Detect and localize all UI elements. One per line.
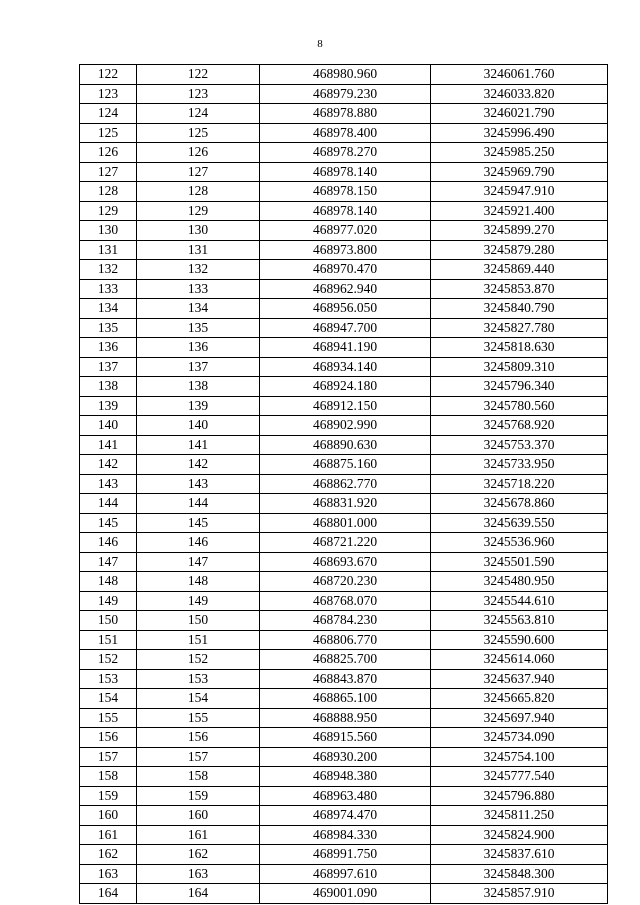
y-coordinate-cell: 3245837.610 [431, 845, 608, 865]
y-coordinate-cell: 3245827.780 [431, 318, 608, 338]
table-row [80, 689, 608, 709]
point-id-cell: 126 [137, 143, 260, 163]
x-coordinate-cell: 468956.050 [260, 299, 431, 319]
table-row [80, 825, 608, 845]
x-coordinate-cell: 468979.230 [260, 84, 431, 104]
x-coordinate-cell: 468980.960 [260, 65, 431, 85]
point-number-cell: 157 [80, 747, 137, 767]
x-coordinate-cell: 468924.180 [260, 377, 431, 397]
y-coordinate-cell: 3245563.810 [431, 611, 608, 631]
table-row [80, 767, 608, 787]
x-coordinate-cell: 468978.140 [260, 162, 431, 182]
point-id-cell: 160 [137, 806, 260, 826]
x-coordinate-cell: 468801.000 [260, 513, 431, 533]
point-id-cell: 135 [137, 318, 260, 338]
table-row [80, 728, 608, 748]
table-row [80, 65, 608, 85]
y-coordinate-cell: 3245818.630 [431, 338, 608, 358]
point-number-cell: 163 [80, 864, 137, 884]
y-coordinate-cell: 3245796.340 [431, 377, 608, 397]
table-row [80, 669, 608, 689]
y-coordinate-cell: 3245536.960 [431, 533, 608, 553]
y-coordinate-cell: 3246021.790 [431, 104, 608, 124]
point-number-cell: 122 [80, 65, 137, 85]
y-coordinate-cell: 3245969.790 [431, 162, 608, 182]
point-number-cell: 159 [80, 786, 137, 806]
y-coordinate-cell: 3245811.250 [431, 806, 608, 826]
point-number-cell: 148 [80, 572, 137, 592]
point-number-cell: 162 [80, 845, 137, 865]
point-id-cell: 123 [137, 84, 260, 104]
x-coordinate-cell: 468978.150 [260, 182, 431, 202]
table-row [80, 279, 608, 299]
point-id-cell: 124 [137, 104, 260, 124]
table-row [80, 396, 608, 416]
point-id-cell: 163 [137, 864, 260, 884]
y-coordinate-cell: 3245678.860 [431, 494, 608, 514]
x-coordinate-cell: 468978.140 [260, 201, 431, 221]
y-coordinate-cell: 3245996.490 [431, 123, 608, 143]
y-coordinate-cell: 3245921.400 [431, 201, 608, 221]
point-number-cell: 151 [80, 630, 137, 650]
table-row [80, 104, 608, 124]
table-row [80, 806, 608, 826]
table-row [80, 786, 608, 806]
point-number-cell: 161 [80, 825, 137, 845]
y-coordinate-cell: 3245665.820 [431, 689, 608, 709]
point-number-cell: 131 [80, 240, 137, 260]
table-row [80, 845, 608, 865]
table-row [80, 611, 608, 631]
point-id-cell: 147 [137, 552, 260, 572]
coordinates-table-body [80, 65, 608, 904]
x-coordinate-cell: 468875.160 [260, 455, 431, 475]
table-row [80, 572, 608, 592]
point-number-cell: 123 [80, 84, 137, 104]
x-coordinate-cell: 468693.670 [260, 552, 431, 572]
point-id-cell: 139 [137, 396, 260, 416]
point-id-cell: 161 [137, 825, 260, 845]
point-number-cell: 144 [80, 494, 137, 514]
x-coordinate-cell: 468962.940 [260, 279, 431, 299]
point-id-cell: 148 [137, 572, 260, 592]
point-id-cell: 129 [137, 201, 260, 221]
table-row [80, 143, 608, 163]
point-id-cell: 136 [137, 338, 260, 358]
point-number-cell: 134 [80, 299, 137, 319]
point-id-cell: 149 [137, 591, 260, 611]
point-number-cell: 153 [80, 669, 137, 689]
y-coordinate-cell: 3245768.920 [431, 416, 608, 436]
table-row [80, 416, 608, 436]
point-number-cell: 155 [80, 708, 137, 728]
table-row [80, 221, 608, 241]
x-coordinate-cell: 468720.230 [260, 572, 431, 592]
table-row [80, 533, 608, 553]
point-number-cell: 160 [80, 806, 137, 826]
point-id-cell: 144 [137, 494, 260, 514]
y-coordinate-cell: 3245753.370 [431, 435, 608, 455]
x-coordinate-cell: 468806.770 [260, 630, 431, 650]
x-coordinate-cell: 468984.330 [260, 825, 431, 845]
x-coordinate-cell: 468912.150 [260, 396, 431, 416]
table-row [80, 182, 608, 202]
y-coordinate-cell: 3245857.910 [431, 884, 608, 904]
point-number-cell: 127 [80, 162, 137, 182]
x-coordinate-cell: 469001.090 [260, 884, 431, 904]
y-coordinate-cell: 3245869.440 [431, 260, 608, 280]
table-row [80, 435, 608, 455]
y-coordinate-cell: 3245639.550 [431, 513, 608, 533]
point-number-cell: 133 [80, 279, 137, 299]
point-id-cell: 138 [137, 377, 260, 397]
y-coordinate-cell: 3245848.300 [431, 864, 608, 884]
table-row [80, 708, 608, 728]
x-coordinate-cell: 468963.480 [260, 786, 431, 806]
point-number-cell: 125 [80, 123, 137, 143]
coordinates-table [79, 64, 608, 904]
x-coordinate-cell: 468997.610 [260, 864, 431, 884]
x-coordinate-cell: 468977.020 [260, 221, 431, 241]
y-coordinate-cell: 3245544.610 [431, 591, 608, 611]
point-id-cell: 150 [137, 611, 260, 631]
y-coordinate-cell: 3245777.540 [431, 767, 608, 787]
point-number-cell: 158 [80, 767, 137, 787]
point-number-cell: 152 [80, 650, 137, 670]
y-coordinate-cell: 3245697.940 [431, 708, 608, 728]
table-row [80, 747, 608, 767]
x-coordinate-cell: 468843.870 [260, 669, 431, 689]
y-coordinate-cell: 3245824.900 [431, 825, 608, 845]
x-coordinate-cell: 468970.470 [260, 260, 431, 280]
point-id-cell: 157 [137, 747, 260, 767]
y-coordinate-cell: 3245947.910 [431, 182, 608, 202]
point-number-cell: 142 [80, 455, 137, 475]
x-coordinate-cell: 468978.400 [260, 123, 431, 143]
point-number-cell: 129 [80, 201, 137, 221]
table-row [80, 474, 608, 494]
x-coordinate-cell: 468941.190 [260, 338, 431, 358]
point-id-cell: 159 [137, 786, 260, 806]
point-id-cell: 137 [137, 357, 260, 377]
point-id-cell: 140 [137, 416, 260, 436]
point-id-cell: 134 [137, 299, 260, 319]
table-row [80, 630, 608, 650]
point-number-cell: 137 [80, 357, 137, 377]
y-coordinate-cell: 3245780.560 [431, 396, 608, 416]
point-id-cell: 127 [137, 162, 260, 182]
y-coordinate-cell: 3245718.220 [431, 474, 608, 494]
table-row [80, 650, 608, 670]
y-coordinate-cell: 3245734.090 [431, 728, 608, 748]
y-coordinate-cell: 3245637.940 [431, 669, 608, 689]
table-row [80, 123, 608, 143]
table-row [80, 201, 608, 221]
point-number-cell: 145 [80, 513, 137, 533]
x-coordinate-cell: 468973.800 [260, 240, 431, 260]
point-id-cell: 146 [137, 533, 260, 553]
point-number-cell: 154 [80, 689, 137, 709]
point-id-cell: 155 [137, 708, 260, 728]
y-coordinate-cell: 3245985.250 [431, 143, 608, 163]
point-id-cell: 164 [137, 884, 260, 904]
point-number-cell: 138 [80, 377, 137, 397]
table-row [80, 864, 608, 884]
x-coordinate-cell: 468825.700 [260, 650, 431, 670]
table-row [80, 377, 608, 397]
point-number-cell: 128 [80, 182, 137, 202]
y-coordinate-cell: 3245899.270 [431, 221, 608, 241]
point-id-cell: 151 [137, 630, 260, 650]
point-id-cell: 130 [137, 221, 260, 241]
x-coordinate-cell: 468721.220 [260, 533, 431, 553]
x-coordinate-cell: 468974.470 [260, 806, 431, 826]
y-coordinate-cell: 3245480.950 [431, 572, 608, 592]
y-coordinate-cell: 3245590.600 [431, 630, 608, 650]
point-number-cell: 141 [80, 435, 137, 455]
y-coordinate-cell: 3245879.280 [431, 240, 608, 260]
point-number-cell: 126 [80, 143, 137, 163]
x-coordinate-cell: 468831.920 [260, 494, 431, 514]
y-coordinate-cell: 3245501.590 [431, 552, 608, 572]
point-number-cell: 147 [80, 552, 137, 572]
point-number-cell: 139 [80, 396, 137, 416]
point-number-cell: 140 [80, 416, 137, 436]
point-number-cell: 150 [80, 611, 137, 631]
point-id-cell: 154 [137, 689, 260, 709]
x-coordinate-cell: 468890.630 [260, 435, 431, 455]
point-id-cell: 153 [137, 669, 260, 689]
table-row [80, 338, 608, 358]
point-number-cell: 124 [80, 104, 137, 124]
point-id-cell: 152 [137, 650, 260, 670]
point-number-cell: 149 [80, 591, 137, 611]
table-row [80, 357, 608, 377]
point-id-cell: 128 [137, 182, 260, 202]
y-coordinate-cell: 3245840.790 [431, 299, 608, 319]
table-row [80, 260, 608, 280]
x-coordinate-cell: 468862.770 [260, 474, 431, 494]
point-number-cell: 164 [80, 884, 137, 904]
x-coordinate-cell: 468930.200 [260, 747, 431, 767]
y-coordinate-cell: 3245754.100 [431, 747, 608, 767]
x-coordinate-cell: 468947.700 [260, 318, 431, 338]
x-coordinate-cell: 468978.880 [260, 104, 431, 124]
point-number-cell: 135 [80, 318, 137, 338]
y-coordinate-cell: 3245809.310 [431, 357, 608, 377]
point-number-cell: 143 [80, 474, 137, 494]
table-row [80, 318, 608, 338]
point-number-cell: 130 [80, 221, 137, 241]
point-id-cell: 145 [137, 513, 260, 533]
x-coordinate-cell: 468934.140 [260, 357, 431, 377]
point-id-cell: 142 [137, 455, 260, 475]
point-number-cell: 156 [80, 728, 137, 748]
table-row [80, 884, 608, 904]
table-row [80, 552, 608, 572]
x-coordinate-cell: 468991.750 [260, 845, 431, 865]
point-id-cell: 158 [137, 767, 260, 787]
point-id-cell: 133 [137, 279, 260, 299]
point-id-cell: 156 [137, 728, 260, 748]
point-id-cell: 122 [137, 65, 260, 85]
table-row [80, 162, 608, 182]
x-coordinate-cell: 468888.950 [260, 708, 431, 728]
x-coordinate-cell: 468978.270 [260, 143, 431, 163]
y-coordinate-cell: 3246033.820 [431, 84, 608, 104]
x-coordinate-cell: 468784.230 [260, 611, 431, 631]
point-number-cell: 146 [80, 533, 137, 553]
x-coordinate-cell: 468915.560 [260, 728, 431, 748]
point-id-cell: 131 [137, 240, 260, 260]
point-number-cell: 136 [80, 338, 137, 358]
point-number-cell: 132 [80, 260, 137, 280]
table-row [80, 494, 608, 514]
table-row [80, 299, 608, 319]
x-coordinate-cell: 468948.380 [260, 767, 431, 787]
y-coordinate-cell: 3245614.060 [431, 650, 608, 670]
x-coordinate-cell: 468865.100 [260, 689, 431, 709]
y-coordinate-cell: 3245796.880 [431, 786, 608, 806]
table-row [80, 84, 608, 104]
x-coordinate-cell: 468902.990 [260, 416, 431, 436]
page-number: 8 [317, 38, 323, 50]
y-coordinate-cell: 3245853.870 [431, 279, 608, 299]
point-id-cell: 132 [137, 260, 260, 280]
point-id-cell: 143 [137, 474, 260, 494]
y-coordinate-cell: 3246061.760 [431, 65, 608, 85]
table-row [80, 240, 608, 260]
x-coordinate-cell: 468768.070 [260, 591, 431, 611]
y-coordinate-cell: 3245733.950 [431, 455, 608, 475]
table-row [80, 455, 608, 475]
point-id-cell: 125 [137, 123, 260, 143]
table-row [80, 513, 608, 533]
point-id-cell: 162 [137, 845, 260, 865]
table-row [80, 591, 608, 611]
point-id-cell: 141 [137, 435, 260, 455]
